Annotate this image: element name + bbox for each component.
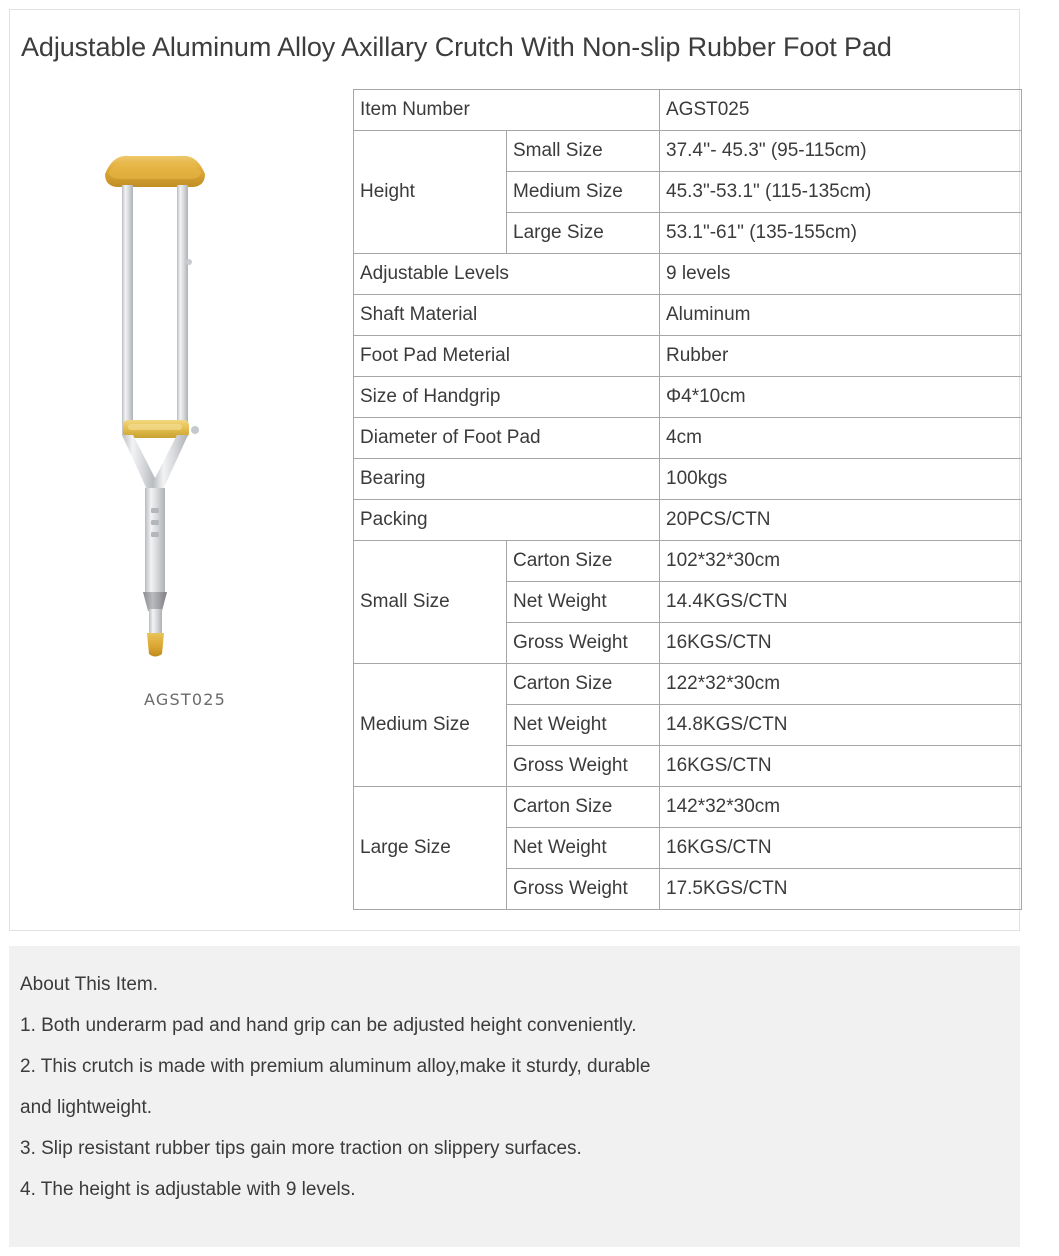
row-group-label: Height bbox=[354, 131, 507, 254]
row-value: Rubber bbox=[660, 336, 1022, 377]
about-heading: About This Item. bbox=[20, 974, 158, 995]
row-value: 9 levels bbox=[660, 254, 1022, 295]
table-row-foot-pad-material bbox=[354, 336, 1022, 377]
right-upper-shaft bbox=[177, 185, 188, 435]
row-sublabel: Net Weight bbox=[507, 705, 660, 746]
row-sublabel: Small Size bbox=[507, 131, 660, 172]
row-value: 14.4KGS/CTN bbox=[660, 582, 1022, 623]
specification-panel bbox=[9, 9, 1020, 931]
product-figure bbox=[65, 130, 305, 730]
left-upper-shaft bbox=[122, 185, 133, 435]
row-value: 122*32*30cm bbox=[660, 664, 1022, 705]
row-label: Shaft Material bbox=[354, 295, 660, 336]
rubber-foot-tip bbox=[147, 633, 164, 657]
row-label: Item Number bbox=[354, 90, 660, 131]
row-value: 16KGS/CTN bbox=[660, 828, 1022, 869]
about-line-2: 2. This crutch is made with premium aluminum alloy,make it sturdy, durable bbox=[20, 1056, 651, 1077]
table-row-medium-carton-size bbox=[354, 664, 1022, 705]
row-value: 102*32*30cm bbox=[660, 541, 1022, 582]
table-row-height-small bbox=[354, 131, 1022, 172]
table-row-shaft-material bbox=[354, 295, 1022, 336]
row-label: Bearing bbox=[354, 459, 660, 500]
about-line-3: 3. Slip resistant rubber tips gain more traction on slippery surfaces. bbox=[20, 1138, 582, 1159]
upper-adjust-knob bbox=[186, 259, 192, 265]
row-value: 45.3"-53.1" (115-135cm) bbox=[660, 172, 1022, 213]
row-value: 17.5KGS/CTN bbox=[660, 869, 1022, 910]
row-value: Φ4*10cm bbox=[660, 377, 1022, 418]
row-value: 37.4''- 45.3" (95-115cm) bbox=[660, 131, 1022, 172]
table-row-bearing bbox=[354, 459, 1022, 500]
table-row-packing bbox=[354, 500, 1022, 541]
row-sublabel: Net Weight bbox=[507, 828, 660, 869]
about-this-item-panel bbox=[9, 946, 1020, 1247]
row-value: 100kgs bbox=[660, 459, 1022, 500]
row-value: Aluminum bbox=[660, 295, 1022, 336]
row-label: Adjustable Levels bbox=[354, 254, 660, 295]
row-sublabel: Carton Size bbox=[507, 664, 660, 705]
row-value: 4cm bbox=[660, 418, 1022, 459]
table-row-adjustable-levels bbox=[354, 254, 1022, 295]
table-row-item-number bbox=[354, 90, 1022, 131]
row-sublabel: Medium Size bbox=[507, 172, 660, 213]
row-label: Packing bbox=[354, 500, 660, 541]
row-group-label: Large Size bbox=[354, 787, 507, 910]
about-line-4: 4. The height is adjustable with 9 levels. bbox=[20, 1179, 356, 1200]
left-leg-taper bbox=[122, 435, 157, 494]
about-this-item-list bbox=[20, 964, 1000, 1210]
row-value: AGST025 bbox=[660, 90, 1022, 131]
row-value: 16KGS/CTN bbox=[660, 746, 1022, 787]
adjust-hole bbox=[151, 520, 159, 525]
table-row-diameter-of-foot-pad bbox=[354, 418, 1022, 459]
row-value: 53.1"-61" (135-155cm) bbox=[660, 213, 1022, 254]
table-row-small-carton-size bbox=[354, 541, 1022, 582]
row-sublabel: Gross Weight bbox=[507, 869, 660, 910]
row-sublabel: Carton Size bbox=[507, 541, 660, 582]
table-row-large-carton-size bbox=[354, 787, 1022, 828]
about-line-1: 1. Both underarm pad and hand grip can be adjusted height conveniently. bbox=[20, 1015, 637, 1036]
page-title: Adjustable Aluminum Alloy Axillary Crutch With Non-slip Rubber Foot Pad bbox=[21, 32, 892, 62]
table-row-size-of-handgrip bbox=[354, 377, 1022, 418]
extension-tube bbox=[149, 609, 162, 637]
row-value: 20PCS/CTN bbox=[660, 500, 1022, 541]
adjust-hole bbox=[151, 532, 159, 537]
row-sublabel: Carton Size bbox=[507, 787, 660, 828]
row-group-label: Medium Size bbox=[354, 664, 507, 787]
grip-adjust-knob bbox=[191, 426, 199, 434]
row-label: Foot Pad Meterial bbox=[354, 336, 660, 377]
specification-table-body bbox=[354, 90, 1022, 910]
row-sublabel: Large Size bbox=[507, 213, 660, 254]
shaft-collar bbox=[143, 592, 167, 611]
row-label: Size of Handgrip bbox=[354, 377, 660, 418]
crutch-product-image bbox=[65, 130, 305, 660]
row-group-label: Small Size bbox=[354, 541, 507, 664]
row-sublabel: Gross Weight bbox=[507, 623, 660, 664]
lower-shaft bbox=[145, 488, 165, 596]
specification-table bbox=[353, 89, 1022, 910]
row-value: 14.8KGS/CTN bbox=[660, 705, 1022, 746]
row-sublabel: Gross Weight bbox=[507, 746, 660, 787]
row-sublabel: Net Weight bbox=[507, 582, 660, 623]
product-code-caption: AGST025 bbox=[144, 690, 226, 709]
row-value: 142*32*30cm bbox=[660, 787, 1022, 828]
row-label: Diameter of Foot Pad bbox=[354, 418, 660, 459]
right-leg-taper bbox=[153, 435, 188, 494]
about-line-2-continued: and lightweight. bbox=[20, 1097, 153, 1118]
row-value: 16KGS/CTN bbox=[660, 623, 1022, 664]
adjust-hole bbox=[151, 508, 159, 513]
